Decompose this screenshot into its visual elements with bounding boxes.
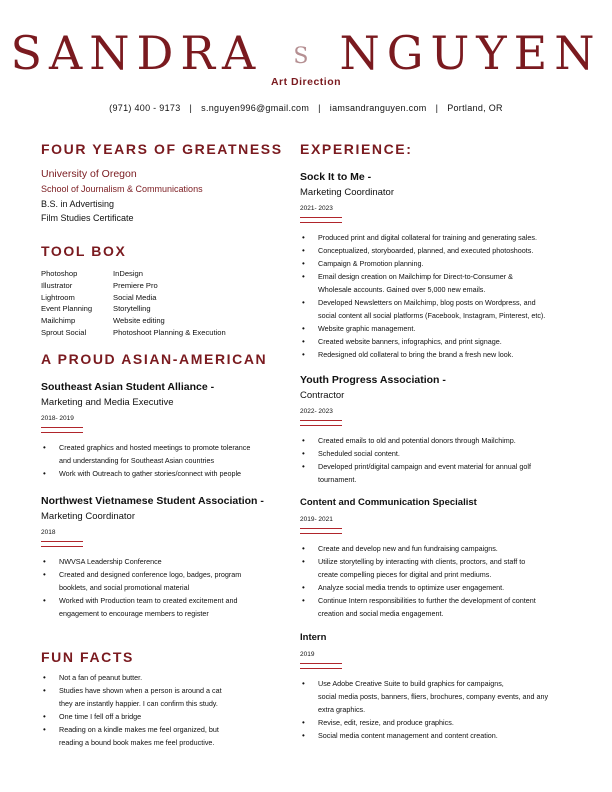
fun-facts-list <box>41 671 273 749</box>
bullet-item: • Social media content management and content creation. <box>300 729 592 742</box>
fun-fact-continuation: reading a bound book makes me feel productive. <box>59 738 215 747</box>
monogram-logo: S <box>293 44 309 69</box>
bullet-item: • Work with Outreach to gather stories/connect with people <box>41 467 273 480</box>
first-name: SANDRA <box>10 26 263 80</box>
divider-rule <box>300 528 342 534</box>
bullet-item: • NWVSA Leadership Conference <box>41 555 273 568</box>
email-link[interactable]: s.nguyen996@gmail.com <box>201 103 310 113</box>
bullet-continuation: extra graphics. <box>318 705 366 714</box>
job-title: Art Direction <box>270 76 342 88</box>
bullet-item: • Use Adobe Creative Suite to build graphics for campaigns, <box>300 677 592 690</box>
experience-section <box>300 141 592 742</box>
bullet-list <box>300 231 592 361</box>
bullet-item: • Revise, edit, resize, and produce graphics. <box>300 716 592 729</box>
bullet-continuation: tournament. <box>318 475 357 484</box>
bullet-item: • Create and develop new and fun fundraising campaigns. <box>300 542 592 555</box>
divider-rule <box>41 427 83 433</box>
job-role: Contractor <box>300 390 345 401</box>
involvement-heading: A PROUD ASIAN-AMERICAN <box>41 351 268 367</box>
location: Portland, OR <box>447 103 503 113</box>
tool-item: Photoshop <box>41 269 78 278</box>
job-title: Intern <box>300 632 327 643</box>
divider-rule <box>300 217 342 223</box>
tool-item: Website editing <box>113 316 165 326</box>
fun-facts-section <box>41 649 273 749</box>
website-link[interactable]: iamsandranguyen.com <box>329 103 427 113</box>
date-range: 2021- 2023 <box>300 205 333 212</box>
company-name: Youth Progress Association - <box>300 374 446 386</box>
company-name: Sock It to Me - <box>300 171 372 183</box>
role-title: Marketing Coordinator <box>41 511 135 522</box>
org-name: Southeast Asian Student Alliance - <box>41 381 215 393</box>
bullet-item: • Continue Intern responsibilities to further the development of content <box>300 594 592 607</box>
bullet-item: • Worked with Production team to created excitement and <box>41 594 273 607</box>
bullet-list <box>41 555 273 620</box>
bullet-item: • Conceptualized, storyboarded, planned, and executed photoshoots. <box>300 244 592 257</box>
bullet-list <box>300 434 592 486</box>
tool-item: Storytelling <box>113 304 151 314</box>
tool-item: Premiere Pro <box>113 280 158 290</box>
bullet-item: • Created and designed conference logo, badges, program <box>41 568 273 581</box>
tool-item: Mailchimp <box>41 316 76 326</box>
divider-rule <box>300 420 342 426</box>
toolbox-grid <box>41 268 273 339</box>
bullet-item: • Developed Newsletters on Mailchimp, blog posts on Wordpress, and <box>300 296 592 309</box>
bullet-item: • Campaign & Promotion planning. <box>300 257 592 270</box>
tool-list-left <box>41 268 113 339</box>
involvement-entry <box>41 379 273 480</box>
fun-fact-item: • One time I fell off a bridge <box>41 710 273 723</box>
tool-item: Illustrator <box>41 280 73 290</box>
tool-item: Lightroom <box>41 292 75 302</box>
bullet-list <box>41 441 273 480</box>
bullet-list <box>300 542 592 620</box>
bullet-item: • Analyze social media trends to optimize user engagement. <box>300 581 592 594</box>
bullet-item: • Website graphic management. <box>300 322 592 335</box>
school-name: University of Oregon <box>41 168 137 180</box>
bullet-item: • Redesigned old collateral to bring the brand a fresh new look. <box>300 348 592 361</box>
separator: | <box>435 103 439 113</box>
date-range: 2018- 2019 <box>41 415 74 422</box>
bullet-item: • Produced print and digital collateral for training and generating sales. <box>300 231 592 244</box>
job-entry <box>300 630 592 742</box>
job-entry <box>300 169 592 361</box>
bullet-list <box>300 677 592 742</box>
fun-fact-item: • Not a fan of peanut butter. <box>41 671 273 684</box>
name-header <box>0 28 612 82</box>
bullet-continuation: create compelling pieces for digital and print mediums. <box>318 570 492 579</box>
tool-item: Event Planning <box>41 304 93 314</box>
tool-item: InDesign <box>113 269 143 278</box>
phone: (971) 400 - 9173 <box>109 103 181 113</box>
separator: | <box>189 103 193 113</box>
tool-item: Photoshoot Planning & Execution <box>113 327 226 337</box>
divider-rule <box>300 663 342 669</box>
date-range: 2019 <box>300 651 315 658</box>
org-name: Northwest Vietnamese Student Association - <box>41 495 264 507</box>
tool-item: Sprout Social <box>41 327 87 337</box>
fun-facts-heading: FUN FACTS <box>41 649 134 665</box>
job-entry <box>300 495 592 620</box>
bullet-item: • Scheduled social content. <box>300 447 592 460</box>
fun-fact-item: • Studies have shown when a person is around a cat <box>41 684 273 697</box>
fun-fact-continuation: they are instantly happier. I can confirm this study. <box>59 699 218 708</box>
last-name: NGUYEN <box>339 26 602 80</box>
experience-heading: EXPERIENCE: <box>300 141 413 157</box>
bullet-continuation: social media posts, banners, fliers, brochures, company events, and any <box>318 692 549 701</box>
job-title: Content and Communication Specialist <box>300 497 477 508</box>
divider-rule <box>41 541 83 547</box>
education-heading: FOUR YEARS OF GREATNESS <box>41 141 283 157</box>
bullet-continuation: and understanding for Southeast Asian countries <box>59 456 215 465</box>
certificate: Film Studies Certificate <box>41 213 134 223</box>
tool-list-right <box>113 268 273 339</box>
degree: B.S. in Advertising <box>41 199 115 209</box>
bullet-continuation: Wholesale accounts. Gained over 5,000 new emails. <box>318 285 486 294</box>
bullet-item: • Created graphics and hosted meetings to promote tolerance <box>41 441 273 454</box>
date-range: 2019- 2021 <box>300 516 333 523</box>
bullet-item: • Created website banners, infographics, and print signage. <box>300 335 592 348</box>
bullet-item: • Developed print/digital campaign and event material for annual golf <box>300 460 592 473</box>
job-role: Marketing Coordinator <box>300 187 394 198</box>
bullet-continuation: engagement to encourage members to register <box>59 609 209 618</box>
bullet-continuation: creation and social media engagement. <box>318 609 444 618</box>
toolbox-heading: TOOL BOX <box>41 243 127 259</box>
involvement-entry <box>41 493 273 620</box>
contact-bar <box>0 103 612 113</box>
bullet-continuation: social content all social platforms (Facebook, Instagram, Pinterest, etc). <box>318 311 546 320</box>
bullet-item: • Utilize storytelling by interacting with clients, proctors, and staff to <box>300 555 592 568</box>
job-entry <box>300 372 592 486</box>
separator: | <box>318 103 321 113</box>
bullet-continuation: booklets, and social promotional material <box>59 583 190 592</box>
tool-item: Social Media <box>113 292 157 302</box>
role-title: Marketing and Media Executive <box>41 397 174 408</box>
bullet-item: • Created emails to old and potential donors through Mailchimp. <box>300 434 592 447</box>
department: School of Journalism & Communications <box>41 184 203 194</box>
fun-fact-item: • Reading on a kindle makes me feel organized, but <box>41 723 273 736</box>
toolbox-section <box>41 243 273 339</box>
education-section <box>41 141 283 225</box>
date-range: 2022- 2023 <box>300 408 333 415</box>
date-range: 2018 <box>41 529 56 536</box>
involvement-section <box>41 351 273 620</box>
bullet-item: • Email design creation on Mailchimp for Direct-to-Consumer & <box>300 270 592 283</box>
